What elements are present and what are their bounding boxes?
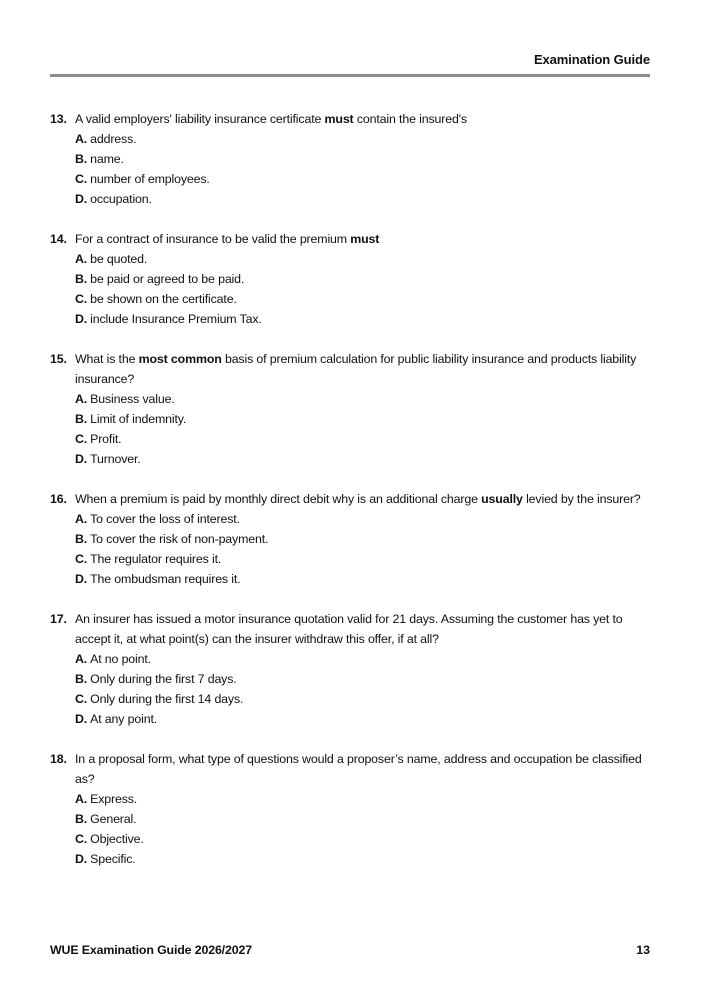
option-letter: C. — [75, 432, 88, 446]
option-text: Business value. — [90, 392, 175, 406]
question-stem — [50, 109, 650, 129]
option-text: number of employees. — [90, 172, 210, 186]
question-emphasis: must — [350, 232, 380, 246]
option-letter: C. — [75, 692, 88, 706]
option-letter: C. — [75, 172, 88, 186]
option-letter: B. — [75, 272, 88, 286]
question-text: In a proposal form, what type of questions would a proposer’s name, address and occupation be classified as? — [75, 752, 642, 786]
answer-option — [75, 669, 650, 689]
answer-options — [50, 649, 650, 729]
question-number: 15. — [50, 352, 67, 366]
option-letter: B. — [75, 812, 88, 826]
option-text: Express. — [90, 792, 138, 806]
question-stem — [50, 229, 650, 249]
answer-options — [50, 249, 650, 329]
option-text: address. — [90, 132, 137, 146]
answer-option — [75, 449, 650, 469]
answer-option — [75, 549, 650, 569]
answer-option — [75, 129, 650, 149]
option-text: To cover the loss of interest. — [90, 512, 240, 526]
question-number: 13. — [50, 112, 67, 126]
page-number: 13 — [636, 943, 650, 957]
option-letter: A. — [75, 252, 88, 266]
footer-document-title: WUE Examination Guide 2026/2027 — [50, 943, 252, 957]
option-letter: C. — [75, 832, 88, 846]
option-text: General. — [90, 812, 137, 826]
option-text: be shown on the certificate. — [90, 292, 237, 306]
option-letter: C. — [75, 552, 88, 566]
question-16 — [50, 489, 650, 589]
option-text: name. — [90, 152, 124, 166]
option-text: Limit of indemnity. — [90, 412, 187, 426]
option-letter: D. — [75, 572, 88, 586]
question-17 — [50, 609, 650, 729]
answer-option — [75, 789, 650, 809]
answer-options — [50, 389, 650, 469]
answer-option — [75, 849, 650, 869]
question-emphasis: most common — [138, 352, 222, 366]
answer-option — [75, 249, 650, 269]
question-emphasis: must — [324, 112, 354, 126]
option-text: The ombudsman requires it. — [90, 572, 241, 586]
option-text: occupation. — [90, 192, 152, 206]
question-emphasis: usually — [481, 492, 523, 506]
answer-option — [75, 309, 650, 329]
option-letter: D. — [75, 712, 88, 726]
option-letter: D. — [75, 192, 88, 206]
answer-option — [75, 149, 650, 169]
option-letter: D. — [75, 452, 88, 466]
answer-option — [75, 569, 650, 589]
option-letter: A. — [75, 512, 88, 526]
option-letter: A. — [75, 392, 88, 406]
option-text: Turnover. — [90, 452, 141, 466]
option-letter: D. — [75, 312, 88, 326]
option-text: Profit. — [90, 432, 122, 446]
question-text: When a premium is paid by monthly direct debit why is an additional charge — [75, 492, 482, 506]
option-text: The regulator requires it. — [90, 552, 222, 566]
question-14 — [50, 229, 650, 329]
answer-option — [75, 689, 650, 709]
question-stem — [50, 489, 650, 509]
question-18 — [50, 749, 650, 869]
option-text: Objective. — [90, 832, 144, 846]
option-text: Only during the first 14 days. — [90, 692, 244, 706]
option-text: be paid or agreed to be paid. — [90, 272, 245, 286]
answer-option — [75, 829, 650, 849]
option-text: Only during the first 7 days. — [90, 672, 237, 686]
answer-options — [50, 509, 650, 589]
question-number: 14. — [50, 232, 67, 246]
answer-option — [75, 509, 650, 529]
question-text: For a contract of insurance to be valid the premium — [75, 232, 351, 246]
option-text: be quoted. — [90, 252, 148, 266]
question-text: levied by the insurer? — [522, 492, 641, 506]
answer-option — [75, 529, 650, 549]
answer-option — [75, 409, 650, 429]
question-13 — [50, 109, 650, 209]
question-text: A valid employers' liability insurance certificate — [75, 112, 325, 126]
answer-option — [75, 429, 650, 449]
option-letter: A. — [75, 132, 88, 146]
question-text: An insurer has issued a motor insurance quotation valid for 21 days. Assuming the customer has yet to accept it, at what point(s) can the insurer withdraw this offer, if at all? — [75, 612, 623, 646]
option-text: Specific. — [90, 852, 136, 866]
option-letter: A. — [75, 792, 88, 806]
answer-option — [75, 189, 650, 209]
question-stem — [50, 609, 650, 649]
answer-option — [75, 169, 650, 189]
question-number: 18. — [50, 752, 67, 766]
option-letter: C. — [75, 292, 88, 306]
answer-option — [75, 269, 650, 289]
answer-option — [75, 389, 650, 409]
header-rule — [50, 74, 650, 77]
option-letter: B. — [75, 152, 88, 166]
answer-option — [75, 709, 650, 729]
answer-option — [75, 289, 650, 309]
option-letter: B. — [75, 672, 88, 686]
question-stem — [50, 749, 650, 789]
question-text: What is the — [75, 352, 139, 366]
option-text: include Insurance Premium Tax. — [90, 312, 262, 326]
question-stem — [50, 349, 650, 389]
option-letter: A. — [75, 652, 88, 666]
question-text: contain the insured's — [353, 112, 467, 126]
question-15 — [50, 349, 650, 469]
option-text: At any point. — [90, 712, 158, 726]
answer-options — [50, 129, 650, 209]
question-number: 16. — [50, 492, 67, 506]
option-letter: B. — [75, 412, 88, 426]
question-text: basis of premium calculation for public liability insurance and products liability insurance? — [75, 352, 637, 386]
answer-option — [75, 649, 650, 669]
option-letter: D. — [75, 852, 88, 866]
option-letter: B. — [75, 532, 88, 546]
option-text: To cover the risk of non-payment. — [90, 532, 269, 546]
option-text: At no point. — [90, 652, 151, 666]
running-header-title: Examination Guide — [533, 52, 650, 67]
answer-option — [75, 809, 650, 829]
question-number: 17. — [50, 612, 67, 626]
answer-options — [50, 789, 650, 869]
question-list — [50, 109, 650, 889]
